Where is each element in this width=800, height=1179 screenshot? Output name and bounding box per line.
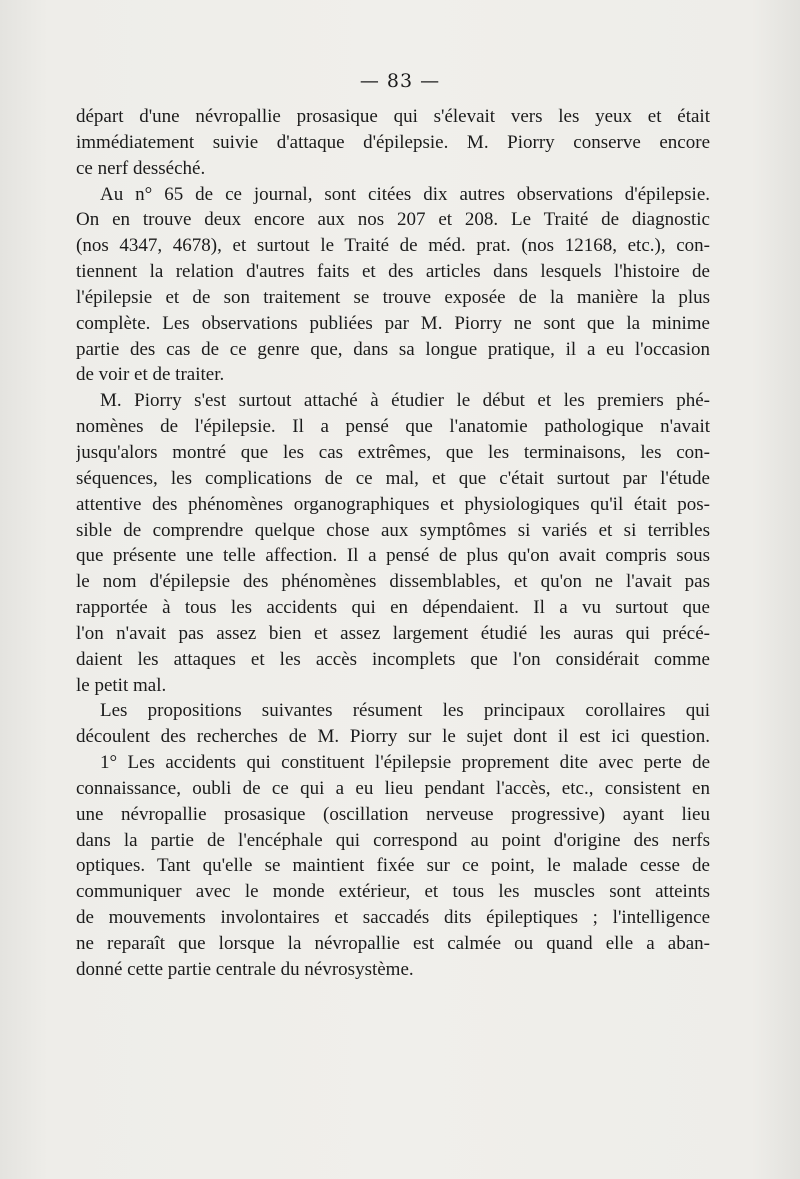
- text-line: partie des cas de ce genre que, dans sa longue pratique, il a eu l'occasion: [76, 338, 710, 360]
- page-number: — 83 —: [359, 70, 441, 92]
- text-line: de mouvements involontaires et saccadés dits épileptiques ; l'intelligence: [76, 907, 710, 929]
- text-line: le petit mal.: [76, 674, 167, 696]
- text-line: tiennent la relation d'autres faits et des articles dans lesquels l'histoire de: [76, 261, 710, 283]
- text-line: que présente une telle affection. Il a pensé de plus qu'on avait compris sous: [76, 545, 710, 567]
- text-line: le nom d'épilepsie des phénomènes dissemblables, et qu'on ne l'avait pas: [76, 571, 710, 593]
- text-line: ce nerf desséché.: [76, 157, 206, 179]
- text-line: départ d'une névropallie prosasique qui s'élevait vers les yeux et était: [76, 106, 710, 127]
- text-line: (nos 4347, 4678), et surtout le Traité de méd. prat. (nos 12168, etc.), con-: [76, 235, 710, 257]
- text-line: l'on n'avait pas assez bien et assez largement étudié les auras qui précé-: [76, 622, 710, 644]
- text-line: ne reparaît que lorsque la névropallie est calmée ou quand elle a aban-: [76, 933, 710, 954]
- text-line: On en trouve deux encore aux nos 207 et 208. Le Traité de diagnostic: [76, 209, 710, 231]
- text-line: communiquer avec le monde extérieur, et tous les muscles sont atteints: [76, 881, 710, 903]
- text-line: M. Piorry s'est surtout attaché à étudier le début et les premiers phé-: [100, 390, 710, 412]
- text-line: l'épilepsie et de son traitement se trouve exposée de la manière la plus: [76, 286, 710, 308]
- text-line: jusqu'alors montré que les cas extrêmes, que les terminaisons, les con-: [76, 441, 710, 463]
- text-line: nomènes de l'épilepsie. Il a pensé que l'anatomie pathologique n'avait: [76, 416, 710, 438]
- text-line: immédiatement suivie d'attaque d'épilepsie. M. Piorry conserve encore: [76, 131, 710, 153]
- text-line: attentive des phénomènes organographiques et physiologiques qu'il était pos-: [76, 493, 710, 515]
- text-line: séquences, les complications de ce mal, et que c'était surtout par l'étude: [76, 467, 710, 489]
- text-line: sible de comprendre quelque chose aux symptômes si variés et si terribles: [76, 519, 710, 541]
- text-line: donné cette partie centrale du névrosystème.: [76, 958, 414, 980]
- text-line: optiques. Tant qu'elle se maintient fixée sur ce point, le malade cesse de: [76, 855, 710, 877]
- text-line: découlent des recherches de M. Piorry sur le sujet dont il est ici question.: [76, 726, 710, 748]
- text-line: Les propositions suivantes résument les principaux corollaires qui: [100, 700, 710, 722]
- text-line: 1° Les accidents qui constituent l'épilepsie proprement dite avec perte de: [100, 752, 710, 774]
- text-line: de voir et de traiter.: [76, 364, 225, 386]
- text-line: daient les attaques et les accès incomplets que l'on considérait comme: [76, 648, 710, 670]
- body-text: [76, 104, 710, 983]
- text-line: une névropallie prosasique (oscillation nerveuse progressive) ayant lieu: [76, 803, 710, 825]
- text-line: complète. Les observations publiées par M. Piorry ne sont que la minime: [76, 312, 710, 334]
- text-line: connaissance, oubli de ce qui a eu lieu pendant l'accès, etc., consistent en: [76, 777, 710, 799]
- text-line: rapportée à tous les accidents qui en dépendaient. Il a vu surtout que: [76, 597, 710, 619]
- text-line: Au n° 65 de ce journal, sont citées dix autres observations d'épilepsie.: [100, 183, 710, 205]
- text-line: dans la partie de l'encéphale qui correspond au point d'origine des nerfs: [76, 829, 710, 851]
